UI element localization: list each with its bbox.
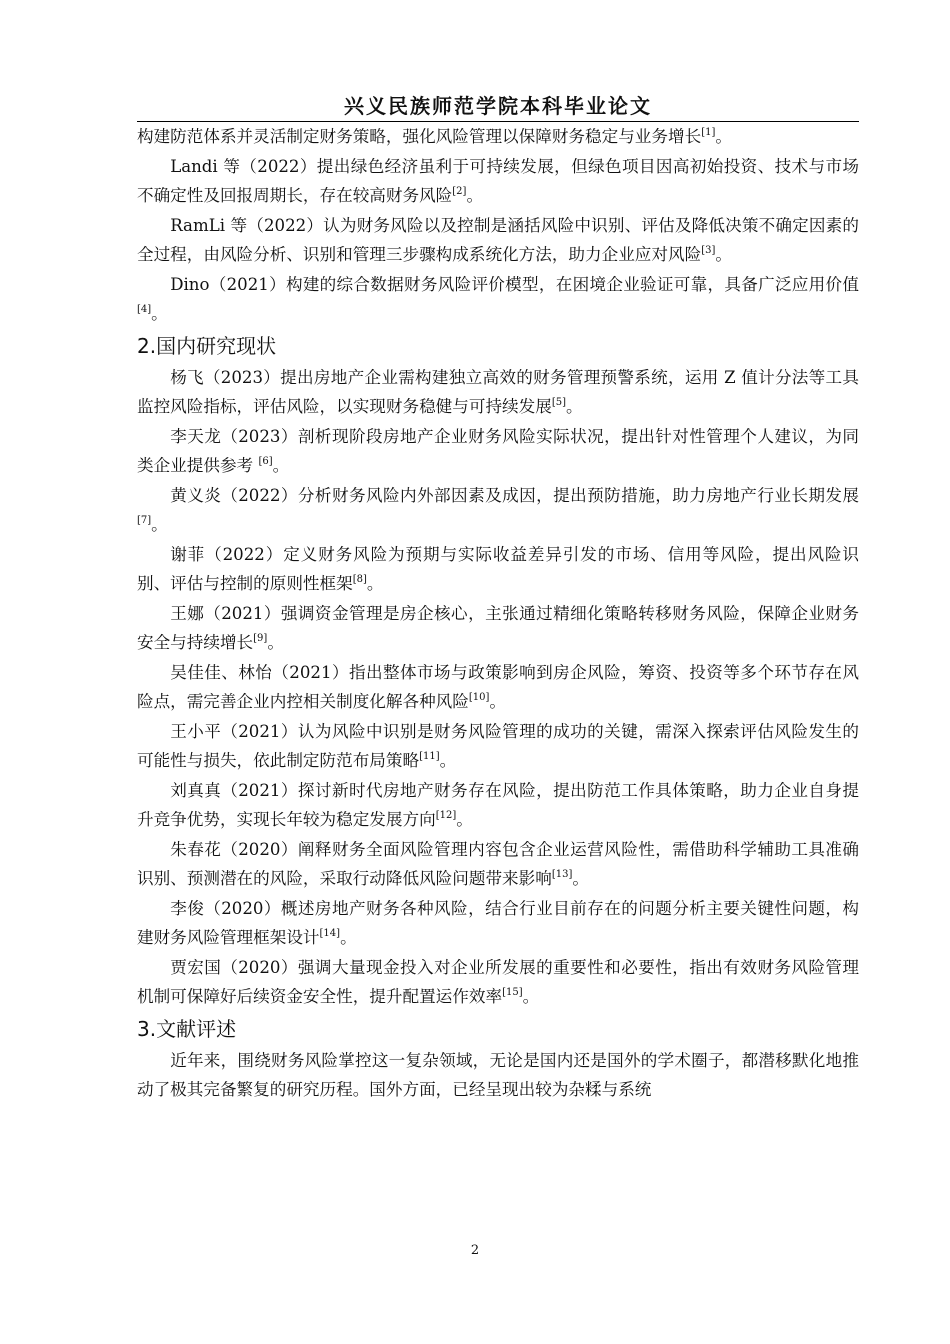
- paragraph: RamLi 等（2022）认为财务风险以及控制是涵括风险中识别、评估及降低决策不确定因素的全过程，由风险分析、识别和管理三步骤构成系统化方法，助力企业应对风险[3]。: [137, 215, 859, 264]
- paragraph: 王娜（2021）强调资金管理是房企核心，主张通过精细化策略转移财务风险，保障企业财务安全与持续增长[9]。: [137, 603, 859, 652]
- paragraph: 吴佳佳、林怡（2021）指出整体市场与政策影响到房企风险，筹资、投资等多个环节存在风险点，需完善企业内控相关制度化解各种风险[10]。: [137, 662, 859, 711]
- paragraph: 刘真真（2021）探讨新时代房地产财务存在风险，提出防范工作具体策略，助力企业自身提升竞争优势，实现长年较为稳定发展方向[12]。: [137, 780, 859, 829]
- paragraph: 谢菲（2022）定义财务风险为预期与实际收益差异引发的市场、信用等风险，提出风险识别、评估与控制的原则性框架[8]。: [137, 544, 859, 593]
- section-heading: 3.文献评述: [137, 1016, 237, 1041]
- page-number: 2: [470, 1243, 480, 1258]
- paragraph: 李俊（2020）概述房地产财务各种风险，结合行业目前存在的问题分析主要关键性问题，构建财务风险管理框架设计[14]。: [137, 898, 859, 947]
- paragraph: Landi 等（2022）提出绿色经济虽利于可持续发展，但绿色项目因高初始投资、技术与市场不确定性及回报周期长，存在较高财务风险[2]。: [137, 156, 859, 205]
- paragraph: Dino（2021）构建的综合数据财务风险评价模型，在困境企业验证可靠，具备广泛应用价值[4]。: [137, 274, 859, 323]
- paragraph: 杨飞（2023）提出房地产企业需构建独立高效的财务管理预警系统，运用 Z 值计分法等工具监控风险指标，评估风险，以实现财务稳健与可持续发展[5]。: [137, 367, 859, 416]
- paragraph: 朱春花（2020）阐释财务全面风险管理内容包含企业运营风险性，需借助科学辅助工具准确识别、预测潜在的风险，采取行动降低风险问题带来影响[13]。: [137, 839, 859, 888]
- page-body: [137, 122, 859, 1105]
- paragraph: 黄义炎（2022）分析财务风险内外部因素及成因，提出预防措施，助力房地产行业长期发展[7]。: [137, 485, 859, 534]
- paragraph: 近年来，围绕财务风险掌控这一复杂领域，无论是国内还是国外的学术圈子，都潜移默化地推动了极其完备繁复的研究历程。国外方面，已经呈现出较为杂糅与系统: [137, 1050, 859, 1099]
- paragraph: 构建防范体系并灵活制定财务策略，强化风险管理以保障财务稳定与业务增长[1]。: [137, 127, 732, 146]
- paragraph: 王小平（2021）认为风险中识别是财务风险管理的成功的关键，需深入探索评估风险发生的可能性与损失，依此制定防范布局策略[11]。: [137, 721, 859, 770]
- page-header-title: 兴义民族师范学院本科毕业论文: [344, 94, 652, 118]
- paragraph: 李天龙（2023）剖析现阶段房地产企业财务风险实际状况，提出针对性管理个人建议，为同类企业提供参考 [6]。: [137, 426, 859, 475]
- paragraph: 贾宏国（2020）强调大量现金投入对企业所发展的重要性和必要性，指出有效财务风险管理机制可保障好后续资金安全性，提升配置运作效率[15]。: [137, 957, 859, 1006]
- section-heading: 2.国内研究现状: [137, 333, 277, 358]
